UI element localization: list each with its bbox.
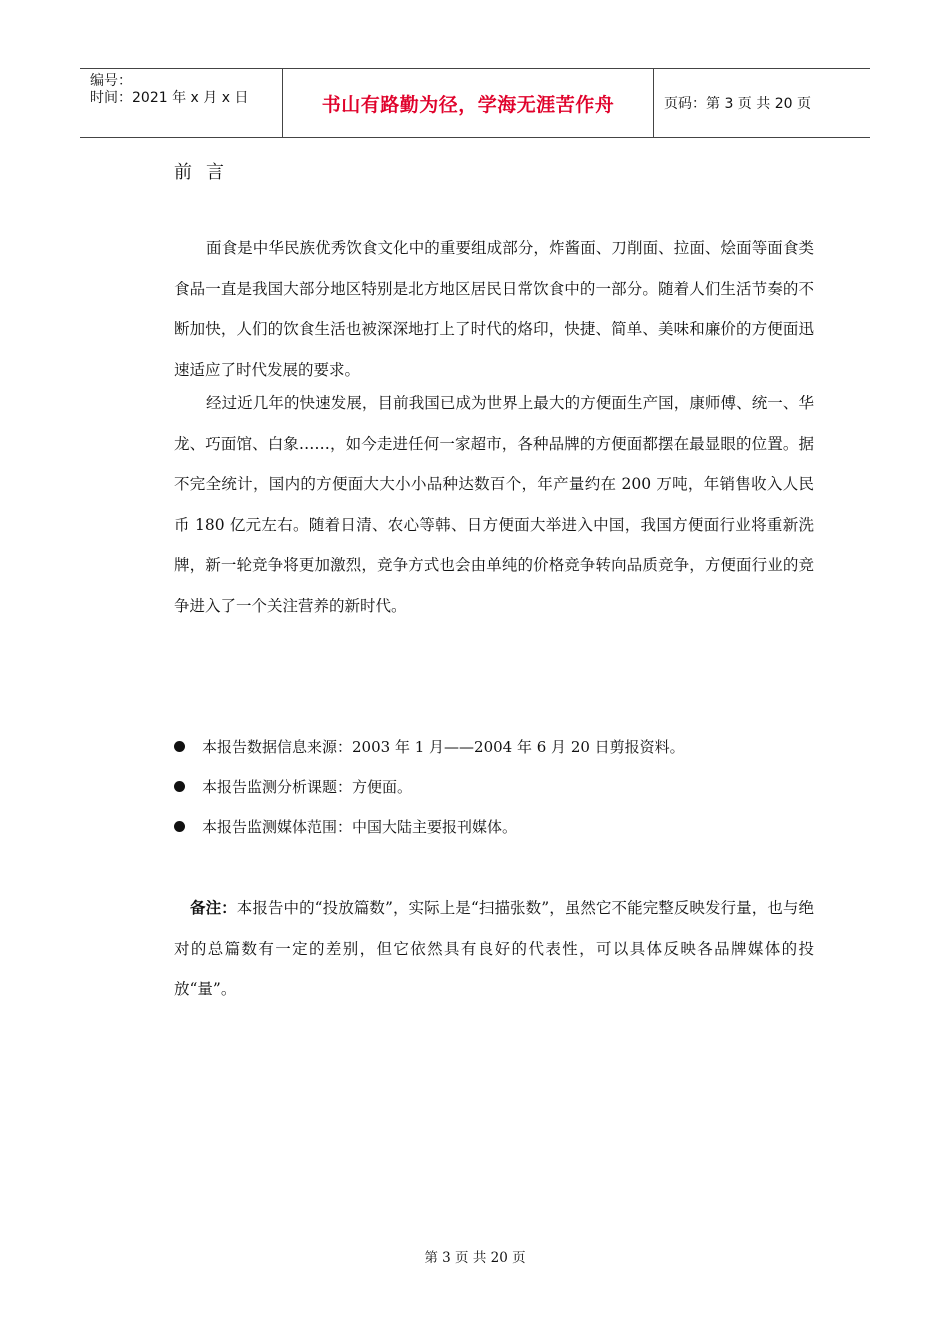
- header-page-cell: [654, 69, 870, 137]
- note: [174, 888, 814, 1010]
- number-label: 编号：: [90, 73, 132, 89]
- list-item-text: 本报告数据信息来源：2003 年 1 月——2004 年 6 月 20 日剪报资料。: [202, 738, 685, 756]
- motto: 书山有路勤为径，学海无涯苦作舟: [321, 93, 615, 116]
- list-item: [174, 732, 685, 772]
- list-item-text: 本报告监测媒体范围：中国大陆主要报刊媒体。: [202, 818, 518, 836]
- header-motto-cell: [282, 69, 654, 137]
- bullet-icon: [174, 741, 185, 752]
- bullet-icon: [174, 821, 185, 832]
- bullet-icon: [174, 781, 185, 792]
- note-label: 备注：: [190, 898, 237, 917]
- page-title: 前言: [174, 162, 238, 183]
- header-meta: [80, 69, 282, 137]
- paragraph-1: 面食是中华民族优秀饮食文化中的重要组成部分，炸酱面、刀削面、拉面、烩面等面食类食品一直是我国大部分地区特别是北方地区居民日常饮食中的一部分。随着人们生活节奏的不断加快，人们的饮食生活也被深深地打上了时代的烙印，快捷、简单、美味和廉价的方便面迅速适应了时代发展的要求。: [174, 239, 814, 379]
- list-item-text: 本报告监测分析课题：方便面。: [202, 778, 413, 796]
- list-item: [174, 812, 685, 852]
- page-label: 页码：第 3 页 共 20 页: [664, 96, 811, 112]
- paragraph-2: 经过近几年的快速发展，目前我国已成为世界上最大的方便面生产国，康师傅、统一、华龙、巧面馆、白象……，如今走进任何一家超市，各种品牌的方便面都摆在最显眼的位置。据不完全统计，国内的方便面大大小小品种达数百个，年产量约在 200 万吨，年销售收入人民币 180 亿元左右。随着日清、农心等韩、日方便面大举进入中国，我国方便面行业将重新洗牌，新一轮竞争将更加激烈，竞争方式也会由单纯的价格竞争转向品质竞争，方便面行业的竞争进入了一个关注营养的新时代。: [174, 394, 814, 615]
- page-footer: 第 3 页 共 20 页: [424, 1250, 526, 1266]
- bullet-list: [174, 732, 685, 852]
- list-item: [174, 772, 685, 812]
- time-label: 时间：2021 年 x 月 x 日: [90, 90, 249, 106]
- page-header: [80, 68, 870, 138]
- note-text: 本报告中的“投放篇数”，实际上是“扫描张数”，虽然它不能完整反映发行量，也与绝对的总篇数有一定的差别，但它依然具有良好的代表性，可以具体反映各品牌媒体的投放“量”。: [174, 899, 814, 998]
